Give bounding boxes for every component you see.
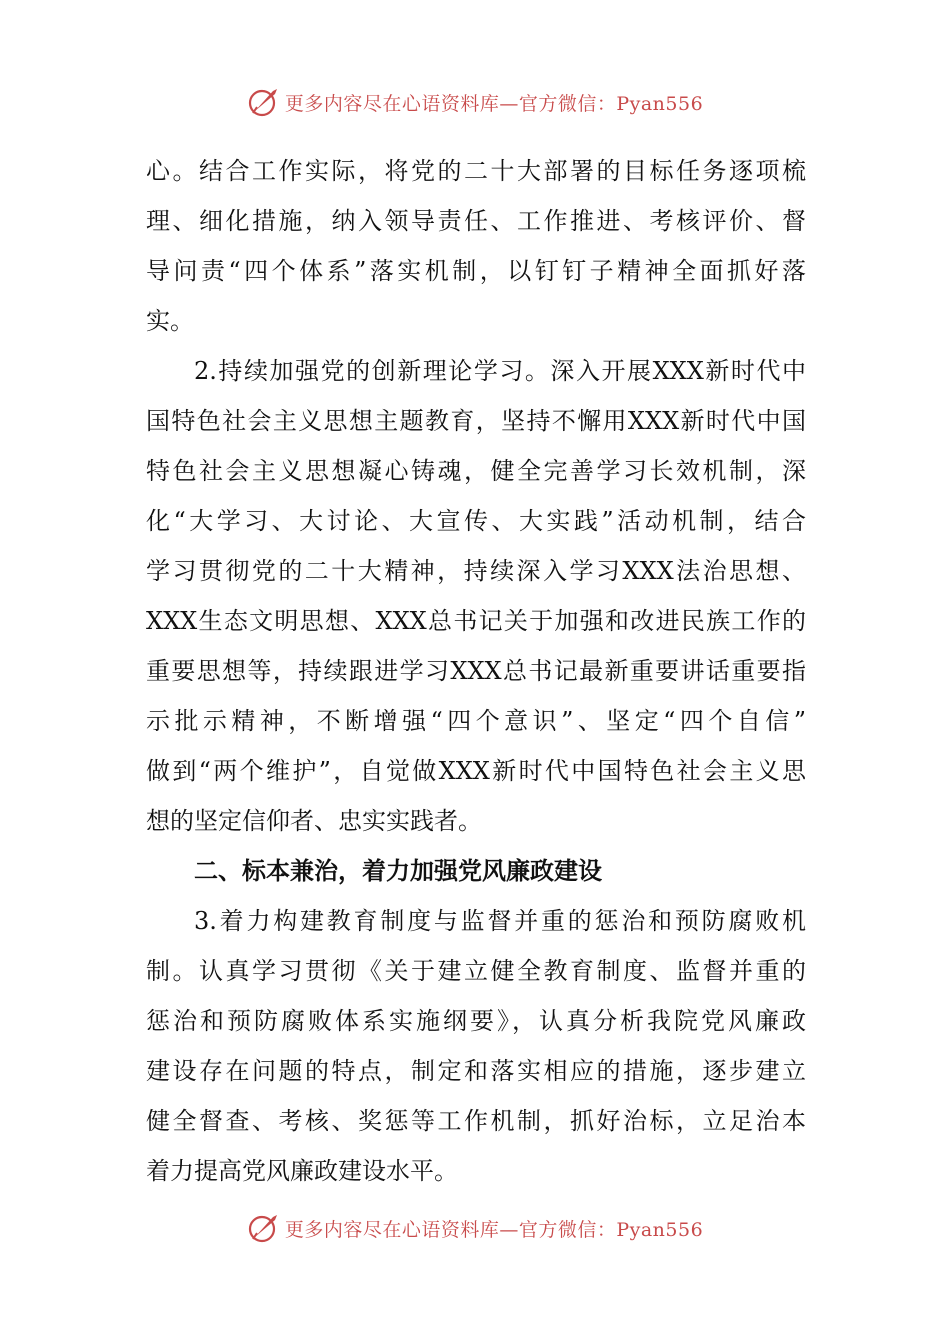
text-line: 理、细化措施，纳入领导责任、工作推进、考核评价、督 — [146, 207, 806, 235]
header-watermark-banner — [0, 82, 950, 122]
text-line: 制。认真学习贯彻《关于建立健全教育制度、监督并重的 — [146, 957, 806, 985]
text-line: 学习贯彻党的二十大精神，持续深入学习XXX法治思想、 — [146, 557, 806, 585]
text-line: 化“大学习、大讨论、大宣传、大实践”活动机制，结合 — [146, 507, 806, 535]
document-body — [146, 146, 806, 1196]
text-line: 特色社会主义思想凝心铸魂，健全完善学习长效机制，深 — [146, 457, 806, 485]
paragraph-3 — [146, 896, 806, 1196]
footer-watermark-text: 更多内容尽在心语资料库—官方微信：Pyan556 — [284, 1218, 704, 1241]
text-line: XXX生态文明思想、XXX总书记关于加强和改进民族工作的 — [146, 607, 806, 635]
header-watermark-text: 更多内容尽在心语资料库—官方微信：Pyan556 — [284, 92, 704, 115]
quill-logo-icon — [247, 1211, 281, 1245]
text-line: 2.持续加强党的创新理论学习。深入开展XXX新时代中 — [194, 357, 806, 385]
text-line: 健全督查、考核、奖惩等工作机制，抓好治标，立足治本 — [146, 1107, 806, 1135]
text-line: 国特色社会主义思想主题教育，坚持不懈用XXX新时代中国 — [146, 407, 806, 435]
text-line: 3.着力构建教育制度与监督并重的惩治和预防腐败机 — [194, 907, 806, 935]
text-line: 着力提高党风廉政建设水平。 — [146, 1157, 458, 1185]
text-line: 示批示精神，不断增强“四个意识”、坚定“四个自信” — [146, 707, 806, 735]
quill-logo-icon — [247, 85, 281, 119]
text-line: 实。 — [146, 307, 194, 335]
paragraph-1 — [146, 146, 806, 346]
text-line: 惩治和预防腐败体系实施纲要》，认真分析我院党风廉政 — [146, 1007, 806, 1035]
section-heading: 二、标本兼治，着力加强党风廉政建设 — [194, 857, 602, 885]
text-line: 心。结合工作实际，将党的二十大部署的目标任务逐项梳 — [146, 157, 806, 185]
paragraph-2 — [146, 346, 806, 846]
text-line: 导问责“四个体系”落实机制，以钉钉子精神全面抓好落 — [146, 257, 806, 285]
text-line: 重要思想等，持续跟进学习XXX总书记最新重要讲话重要指 — [146, 657, 806, 685]
footer-watermark-banner — [0, 1208, 950, 1248]
text-line: 想的坚定信仰者、忠实实践者。 — [146, 807, 482, 835]
text-line: 建设存在问题的特点，制定和落实相应的措施，逐步建立 — [146, 1057, 806, 1085]
text-line: 做到“两个维护”，自觉做XXX新时代中国特色社会主义思 — [146, 757, 806, 785]
